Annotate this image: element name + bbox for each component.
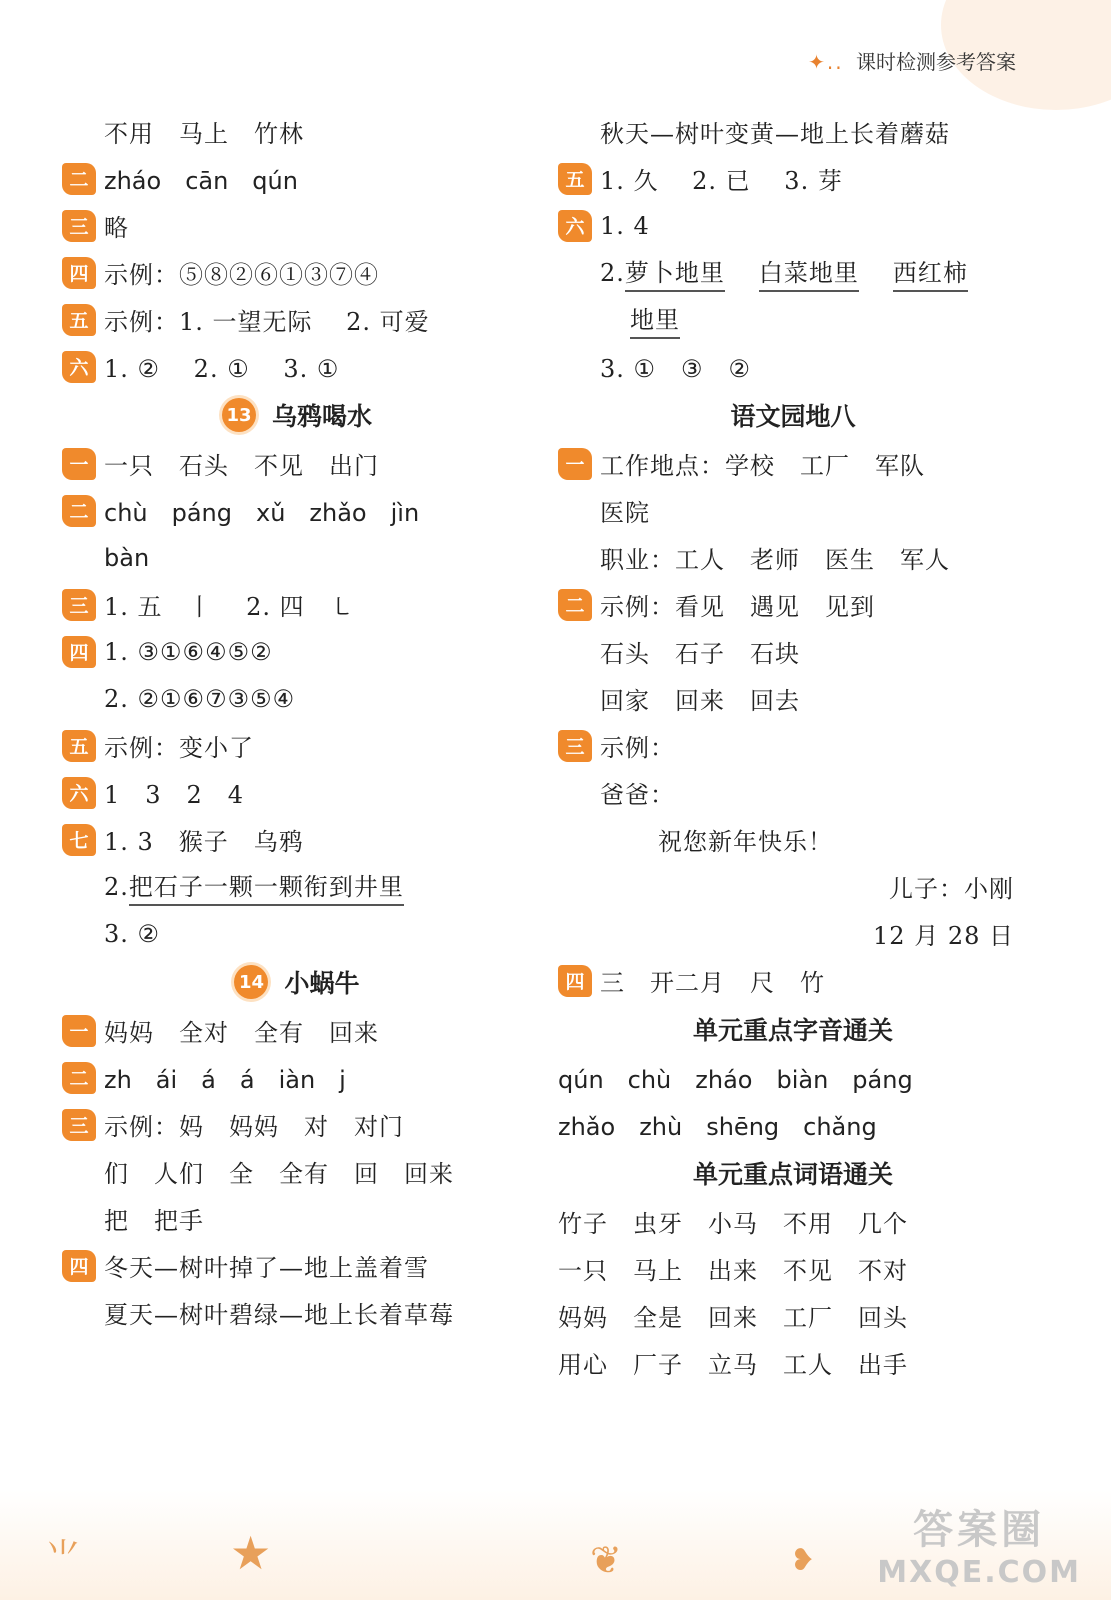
answer-line: 竹子 虫牙 小马 不用 几个 <box>558 1210 908 1238</box>
left-column <box>62 108 532 1336</box>
answer-line: 祝您新年快乐！ <box>658 828 833 856</box>
answer-line: 一只 马上 出来 不见 不对 <box>558 1257 908 1285</box>
answer-line: 六 1. ② 2. ① 3. ① <box>62 343 532 390</box>
answer-line: 不用 马上 竹林 <box>104 120 304 148</box>
answer-line: 五 1. 久 2. 已 3. 芽 <box>558 155 1028 202</box>
question-badge: 四 <box>62 1250 96 1282</box>
answer-line: 四 1. ③①⑥④⑤② <box>62 628 532 675</box>
answer-line: 三 1. 五 丨 2. 四 ㇄ <box>62 581 532 628</box>
answer-line: 三 示例：妈 妈妈 对 对门 <box>62 1101 532 1148</box>
question-badge: 一 <box>62 1015 96 1047</box>
underlined-answer: 地里 <box>630 300 680 339</box>
answer-line: 五 示例：变小了 <box>62 722 532 769</box>
answer-line: 四 示例：⑤⑧②⑥①③⑦④ <box>62 249 532 296</box>
answer-line: 二 chù páng xǔ zhǎo jìn <box>62 487 532 534</box>
answer-line: 一 工作地点：学校 工厂 军队 <box>558 440 1028 487</box>
question-badge: 二 <box>62 163 96 195</box>
question-badge: 二 <box>62 1062 96 1094</box>
question-badge: 二 <box>62 495 96 527</box>
section-title: 语文园地八 <box>730 402 856 431</box>
answer-line: zhǎo zhù shēng chǎng <box>558 1113 877 1141</box>
answer-line: 二 zh ái á á iàn j <box>62 1054 532 1101</box>
question-badge: 三 <box>62 1109 96 1141</box>
question-badge: 五 <box>62 304 96 336</box>
answer-line: 二 zháo cān qún <box>62 155 532 202</box>
answer-line: 石头 石子 石块 <box>600 640 800 668</box>
watermark: 答案圈 MXQE.COM <box>877 1507 1081 1590</box>
section-title: 单元重点词语通关 <box>692 1160 893 1189</box>
answer-line: 把 把手 <box>104 1207 204 1235</box>
answer-line: 12 月 28 日 <box>873 922 1014 950</box>
lesson-number-badge: 14 <box>234 965 268 999</box>
answer-line: 夏天—树叶碧绿—地上长着草莓 <box>104 1301 454 1329</box>
question-badge: 五 <box>62 730 96 762</box>
lesson-title: 13 乌鸦喝水 <box>62 390 532 440</box>
answer-line: 四 三 开二月 尺 竹 <box>558 957 1028 1004</box>
answer-line: 3. ② <box>104 919 161 948</box>
question-badge: 三 <box>62 589 96 621</box>
section-title: 单元重点字音通关 <box>692 1016 893 1045</box>
answer-line: 四 冬天—树叶掉了—地上盖着雪 <box>62 1242 532 1289</box>
answer-line: 爸爸： <box>600 781 675 809</box>
answer-line <box>558 296 1028 343</box>
answer-line: qún chù zháo biàn páng <box>558 1066 913 1094</box>
answer-line: 秋天—树叶变黄—地上长着蘑菇 <box>600 120 950 148</box>
answer-line: 六 1. 4 <box>558 202 1028 249</box>
answer-line: 职业：工人 老师 医生 军人 <box>600 546 950 574</box>
answer-line: bàn <box>104 543 150 572</box>
header-title: 课时检测参考答案 <box>856 50 1016 74</box>
answer-line: 们 人们 全 全有 回 回来 <box>104 1160 454 1188</box>
answer-line: 三 略 <box>62 202 532 249</box>
page-header <box>808 46 1016 75</box>
answer-line: 医院 <box>600 499 650 527</box>
lesson-number-badge: 13 <box>222 398 256 432</box>
question-badge: 七 <box>62 824 96 856</box>
question-badge: 三 <box>558 730 592 762</box>
answer-line: 一 妈妈 全对 全有 回来 <box>62 1007 532 1054</box>
question-badge: 四 <box>62 257 96 289</box>
question-badge: 六 <box>62 777 96 809</box>
coral-icon: ❦ <box>590 1538 622 1582</box>
question-badge: 四 <box>62 636 96 668</box>
answer-line: 用心 厂子 立马 工人 出手 <box>558 1351 908 1379</box>
question-badge: 六 <box>558 210 592 242</box>
question-badge: 二 <box>558 589 592 621</box>
underlined-answer: 萝卜地里 <box>625 253 725 292</box>
answer-line: 六 1 3 2 4 <box>62 769 532 816</box>
answer-line: 回家 回来 回去 <box>600 687 800 715</box>
question-badge: 一 <box>558 448 592 480</box>
answer-line: 一 一只 石头 不见 出门 <box>62 440 532 487</box>
answer-line: 2. ②①⑥⑦③⑤④ <box>104 684 296 713</box>
underlined-answer: 西红柿 <box>893 253 968 292</box>
underlined-answer: 把石子一颗一颗衔到井里 <box>129 867 404 906</box>
answer-line: 三 示例： <box>558 722 1028 769</box>
question-badge: 三 <box>62 210 96 242</box>
question-badge: 六 <box>62 351 96 383</box>
question-badge: 一 <box>62 448 96 480</box>
underlined-answer: 白菜地里 <box>759 253 859 292</box>
seaweed-icon: ⺌ <box>45 1537 82 1578</box>
question-badge: 五 <box>558 163 592 195</box>
answer-line: 妈妈 全是 回来 工厂 回头 <box>558 1304 908 1332</box>
answer-line: 五 示例：1. 一望无际 2. 可爱 <box>62 296 532 343</box>
question-badge: 四 <box>558 965 592 997</box>
starfish-icon: ★ <box>230 1526 272 1580</box>
answer-line: 七 1. 3 猴子 乌鸦 <box>62 816 532 863</box>
answer-line: 2. 把石子一颗一颗衔到井里 <box>62 863 532 910</box>
answer-line: 二 示例：看见 遇见 见到 <box>558 581 1028 628</box>
sparkle-icon: ✦.. <box>808 50 844 74</box>
answer-line: 3. ① ③ ② <box>600 355 752 383</box>
right-column <box>558 108 1028 1386</box>
lesson-title: 14 小蜗牛 <box>62 957 532 1007</box>
fish-icon: ❥ <box>790 1543 816 1578</box>
answer-line: 2. 萝卜地里 白菜地里 西红柿 <box>558 249 1028 296</box>
answer-line: 儿子：小刚 <box>889 875 1014 903</box>
